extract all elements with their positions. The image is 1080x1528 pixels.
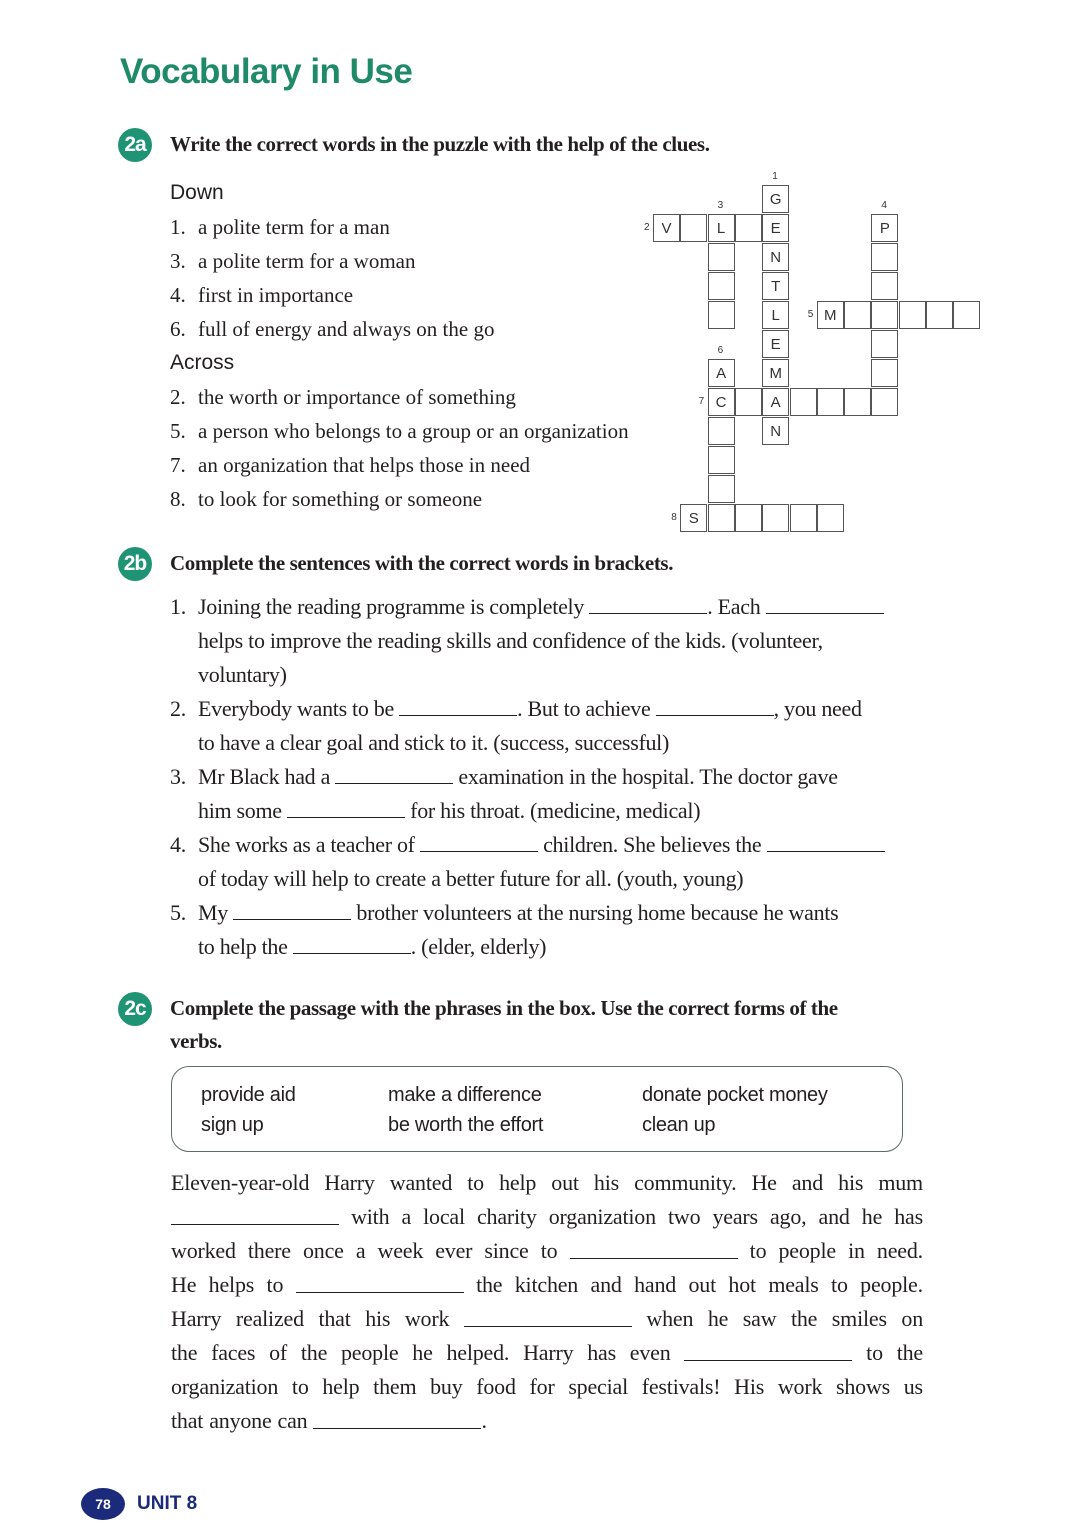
- crossword-cell[interactable]: [899, 301, 926, 329]
- passage-word: hot: [728, 1272, 756, 1297]
- passage-word: .: [481, 1408, 487, 1433]
- sentence-number: 5.: [170, 900, 186, 925]
- answer-blank[interactable]: [171, 1204, 339, 1225]
- passage-word: local: [423, 1204, 465, 1229]
- passage-word: to: [266, 1272, 284, 1297]
- passage-word: the: [171, 1340, 198, 1365]
- crossword-cell[interactable]: [735, 388, 762, 416]
- answer-blank[interactable]: [589, 595, 707, 614]
- crossword-cell[interactable]: [708, 504, 735, 532]
- clue-number: 2.: [170, 385, 186, 409]
- crossword-cell[interactable]: P: [871, 214, 898, 242]
- crossword-clue-number: 8: [671, 512, 677, 523]
- crossword-cell[interactable]: [708, 475, 735, 503]
- answer-blank[interactable]: [464, 1306, 632, 1327]
- text-fragment: him some: [198, 798, 287, 823]
- passage-word: years: [712, 1204, 758, 1229]
- text-fragment: Joining the reading programme is completely: [198, 594, 590, 619]
- crossword-cell[interactable]: A: [708, 359, 735, 387]
- passage-word: to: [749, 1238, 767, 1263]
- answer-blank[interactable]: [296, 1272, 464, 1293]
- passage-word: realized: [235, 1306, 304, 1331]
- crossword-cell[interactable]: [844, 301, 871, 329]
- passage-word: people.: [860, 1272, 923, 1297]
- sentence-number: 1.: [170, 594, 186, 619]
- text-fragment: Everybody wants to be: [198, 696, 400, 721]
- exercise-2b-instruction: Complete the sentences with the correct words in brackets.: [170, 551, 674, 575]
- answer-blank[interactable]: [335, 765, 453, 784]
- page-number-badge: 78: [81, 1488, 125, 1520]
- clue-number: 7.: [170, 453, 186, 477]
- passage-word: them: [373, 1374, 417, 1399]
- passage-word: that: [171, 1408, 204, 1433]
- passage-word: organization: [548, 1204, 656, 1229]
- passage-word: his: [365, 1306, 391, 1331]
- passage-word: anyone: [209, 1408, 272, 1433]
- crossword-cell[interactable]: M: [817, 301, 844, 329]
- passage-word: and: [818, 1204, 850, 1229]
- answer-blank[interactable]: [570, 1238, 738, 1259]
- passage-word: to: [540, 1238, 558, 1263]
- clue-text: first in importance: [198, 283, 354, 307]
- crossword-cell[interactable]: [762, 504, 789, 532]
- text-fragment: She works as a teacher of: [198, 832, 420, 857]
- passage-word: community.: [634, 1170, 737, 1195]
- phrase: clean up: [642, 1114, 716, 1136]
- crossword-clue-number: 3: [717, 200, 724, 211]
- passage-word: meals: [768, 1272, 819, 1297]
- passage-word: there: [247, 1238, 291, 1263]
- passage-line: [171, 1306, 923, 1332]
- clue-text: a polite term for a man: [198, 215, 390, 239]
- passage-word: food: [476, 1374, 516, 1399]
- passage-word: when: [646, 1306, 694, 1331]
- passage-word: worked: [171, 1238, 236, 1263]
- passage-word: work: [404, 1306, 450, 1331]
- crossword-cell[interactable]: [953, 301, 980, 329]
- passage-word: work: [777, 1374, 823, 1399]
- crossword-cell[interactable]: [871, 388, 898, 416]
- crossword-cell[interactable]: [844, 388, 871, 416]
- answer-blank[interactable]: [293, 935, 411, 954]
- passage-word: buy: [430, 1374, 463, 1399]
- passage-word: ever: [435, 1238, 473, 1263]
- passage-word: a: [401, 1204, 412, 1229]
- text-fragment: . Each: [707, 594, 766, 619]
- crossword-cell[interactable]: M: [762, 359, 789, 387]
- passage-line: [171, 1238, 923, 1264]
- passage-word: wanted: [389, 1170, 453, 1195]
- clue-number: 3.: [170, 249, 186, 273]
- exercise-2c-instruction-line1: Complete the passage with the phrases in the box. Use the correct forms of the: [170, 996, 838, 1020]
- passage-word: week: [377, 1238, 424, 1263]
- across-clue: [170, 385, 516, 410]
- passage-word: has: [587, 1340, 616, 1365]
- passage-word: charity: [476, 1204, 537, 1229]
- passage-word: Harry: [171, 1306, 222, 1331]
- crossword-cell[interactable]: E: [762, 330, 789, 358]
- text-fragment: brother volunteers at the nursing home because he wants: [351, 900, 839, 925]
- answer-blank[interactable]: [656, 697, 774, 716]
- passage-word: and: [590, 1272, 622, 1297]
- across-heading: Across: [170, 351, 235, 374]
- crossword-cell[interactable]: [708, 417, 735, 445]
- passage-word: has: [894, 1204, 923, 1229]
- phrase: donate pocket money: [642, 1084, 828, 1106]
- text-fragment: to help the: [198, 934, 293, 959]
- passage-line: [171, 1340, 923, 1366]
- crossword-cell[interactable]: [871, 243, 898, 271]
- passage-line: [171, 1272, 923, 1298]
- down-clue: [170, 215, 390, 240]
- passage-word: He: [751, 1170, 777, 1195]
- clue-text: full of energy and always on the go: [198, 317, 495, 341]
- passage-word: even: [629, 1340, 671, 1365]
- passage-line: [171, 1374, 923, 1400]
- answer-blank[interactable]: [684, 1340, 852, 1361]
- text-fragment: to have a clear goal and stick to it. (success, successful): [198, 730, 670, 755]
- passage-word: since: [484, 1238, 529, 1263]
- passage-word: the: [300, 1340, 328, 1365]
- answer-blank[interactable]: [287, 799, 405, 818]
- passage-word: the: [476, 1272, 503, 1297]
- crossword-cell[interactable]: [871, 301, 898, 329]
- sentence-number: 2.: [170, 696, 186, 721]
- crossword-clue-number: 6: [717, 345, 724, 356]
- phrase: make a difference: [388, 1084, 542, 1106]
- crossword-cell[interactable]: [708, 446, 735, 474]
- text-fragment: voluntary): [198, 662, 287, 687]
- clue-text: a polite term for a woman: [198, 249, 416, 273]
- passage-word: mum: [878, 1170, 923, 1195]
- passage-word: to: [467, 1170, 484, 1195]
- crossword-cell[interactable]: S: [680, 504, 707, 532]
- passage-word: help: [499, 1170, 537, 1195]
- exercise-badge-2b: 2b: [118, 547, 152, 581]
- crossword-cell[interactable]: [735, 214, 762, 242]
- exercise-2c-instruction-line2: verbs.: [170, 1029, 222, 1053]
- passage-word: He: [171, 1272, 197, 1297]
- clue-text: an organization that helps those in need: [198, 453, 531, 477]
- passage-line: [171, 1170, 923, 1196]
- passage-word: he: [412, 1340, 433, 1365]
- crossword-cell[interactable]: [817, 388, 844, 416]
- passage-word: shows: [835, 1374, 890, 1399]
- crossword-cell[interactable]: E: [762, 214, 789, 242]
- clue-number: 1.: [170, 215, 186, 239]
- passage-word: for: [529, 1374, 555, 1399]
- crossword-clue-number: 2: [644, 222, 650, 233]
- crossword-cell[interactable]: [871, 359, 898, 387]
- answer-blank[interactable]: [399, 697, 517, 716]
- across-clue: [170, 487, 482, 512]
- passage-word: his: [838, 1170, 864, 1195]
- crossword-cell[interactable]: [735, 504, 762, 532]
- sentence-number: 3.: [170, 764, 186, 789]
- passage-word: that: [318, 1306, 351, 1331]
- passage-word: ago,: [769, 1204, 807, 1229]
- passage-word: His: [734, 1374, 765, 1399]
- crossword-cell[interactable]: [708, 272, 735, 300]
- phrase: be worth the effort: [388, 1114, 544, 1136]
- passage-word: helped.: [446, 1340, 510, 1365]
- passage-word: us: [903, 1374, 923, 1399]
- phrase: provide aid: [201, 1084, 296, 1106]
- text-fragment: children. She believes the: [537, 832, 767, 857]
- passage-word: can: [277, 1408, 308, 1433]
- passage-word: a: [355, 1238, 366, 1263]
- crossword-cell[interactable]: [926, 301, 953, 329]
- passage-word: once: [302, 1238, 344, 1263]
- crossword-cell[interactable]: [708, 301, 735, 329]
- clue-number: 4.: [170, 283, 186, 307]
- clue-text: to look for something or someone: [198, 487, 483, 511]
- passage-word: on: [901, 1306, 923, 1331]
- text-fragment: . But to achieve: [517, 696, 656, 721]
- crossword-cell[interactable]: G: [762, 185, 789, 213]
- down-heading: Down: [170, 181, 224, 204]
- passage-word: kitchen: [514, 1272, 579, 1297]
- passage-word: with: [351, 1204, 390, 1229]
- crossword-cell[interactable]: L: [762, 301, 789, 329]
- passage-word: two: [667, 1204, 701, 1229]
- passage-word: help: [322, 1374, 360, 1399]
- crossword-cell[interactable]: [680, 214, 707, 242]
- passage-word: and: [791, 1170, 824, 1195]
- passage-word: Harry: [324, 1170, 375, 1195]
- text-fragment: , you need: [773, 696, 862, 721]
- crossword-cell[interactable]: N: [762, 417, 789, 445]
- clue-number: 8.: [170, 487, 186, 511]
- passage-word: hand: [634, 1272, 677, 1297]
- passage-word: faces: [211, 1340, 256, 1365]
- across-clue: [170, 419, 629, 444]
- crossword-cell[interactable]: [871, 330, 898, 358]
- phrase-box: [171, 1066, 903, 1152]
- crossword-cell[interactable]: [708, 243, 735, 271]
- passage-word: to: [291, 1374, 309, 1399]
- crossword-cell[interactable]: [790, 504, 817, 532]
- passage-word: out: [551, 1170, 579, 1195]
- answer-blank[interactable]: [233, 901, 351, 920]
- answer-blank[interactable]: [767, 833, 885, 852]
- down-clue: [170, 317, 494, 342]
- down-clue: [170, 283, 353, 308]
- across-clue: [170, 453, 530, 478]
- passage-word: he: [861, 1204, 883, 1229]
- passage-word: smiles: [831, 1306, 887, 1331]
- crossword-cell[interactable]: [871, 272, 898, 300]
- down-clue: [170, 249, 416, 274]
- clue-text: a person who belongs to a group or an organization: [198, 419, 629, 443]
- answer-blank[interactable]: [313, 1408, 481, 1429]
- passage-word: out: [688, 1272, 716, 1297]
- passage-word: people: [778, 1238, 836, 1263]
- text-fragment: of today will help to create a better future for all. (youth, young): [198, 866, 744, 891]
- exercise-2a-instruction: Write the correct words in the puzzle with the help of the clues.: [170, 132, 710, 156]
- passage-word: saw: [742, 1306, 777, 1331]
- crossword-cell[interactable]: T: [762, 272, 789, 300]
- text-fragment: My: [198, 900, 234, 925]
- passage-word: of: [269, 1340, 288, 1365]
- text-fragment: helps to improve the reading skills and confidence of the kids. (volunteer,: [198, 628, 823, 653]
- crossword-cell[interactable]: [817, 504, 844, 532]
- text-fragment: Mr Black had a: [198, 764, 336, 789]
- crossword-cell[interactable]: N: [762, 243, 789, 271]
- text-fragment: for his throat. (medicine, medical): [404, 798, 701, 823]
- crossword-clue-number: 7: [698, 396, 705, 407]
- clue-text: the worth or importance of something: [198, 385, 516, 409]
- sentence-number: 4.: [170, 832, 186, 857]
- crossword-cell[interactable]: C: [708, 388, 735, 416]
- passage-word: the: [896, 1340, 923, 1365]
- crossword-clue-number: 1: [772, 171, 778, 182]
- passage-word: Eleven-year-old: [171, 1170, 310, 1195]
- text-fragment: . (elder, elderly): [410, 934, 547, 959]
- answer-blank[interactable]: [420, 833, 538, 852]
- clue-number: 5.: [170, 419, 186, 443]
- unit-label: UNIT 8: [137, 1493, 198, 1514]
- crossword-cell[interactable]: L: [708, 214, 735, 242]
- crossword-cell[interactable]: [790, 388, 817, 416]
- crossword-clue-number: 4: [881, 200, 887, 211]
- crossword-clue-number: 5: [807, 309, 814, 320]
- text-fragment: examination in the hospital. The doctor gave: [453, 764, 838, 789]
- passage-word: festivals!: [641, 1374, 721, 1399]
- crossword-cell[interactable]: V: [653, 214, 680, 242]
- passage-word: special: [568, 1374, 628, 1399]
- crossword-cell[interactable]: A: [762, 388, 789, 416]
- passage-word: Harry: [523, 1340, 574, 1365]
- passage-line: [171, 1204, 923, 1230]
- passage-word: in: [848, 1238, 865, 1263]
- passage-word: he: [707, 1306, 729, 1331]
- answer-blank[interactable]: [766, 595, 884, 614]
- exercise-badge-2c: 2c: [118, 992, 152, 1026]
- passage-word: helps: [208, 1272, 255, 1297]
- passage-word: his: [593, 1170, 619, 1195]
- passage-line: [171, 1408, 923, 1434]
- phrase: sign up: [201, 1114, 264, 1136]
- passage-word: to: [831, 1272, 848, 1297]
- passage-word: people: [341, 1340, 399, 1365]
- passage-word: need.: [876, 1238, 923, 1263]
- passage-word: the: [790, 1306, 818, 1331]
- passage-word: organization: [171, 1374, 279, 1399]
- clue-number: 6.: [170, 317, 186, 341]
- passage-word: to: [866, 1340, 883, 1365]
- exercise-badge-2a: 2a: [118, 128, 152, 162]
- page-title: Vocabulary in Use: [120, 52, 413, 91]
